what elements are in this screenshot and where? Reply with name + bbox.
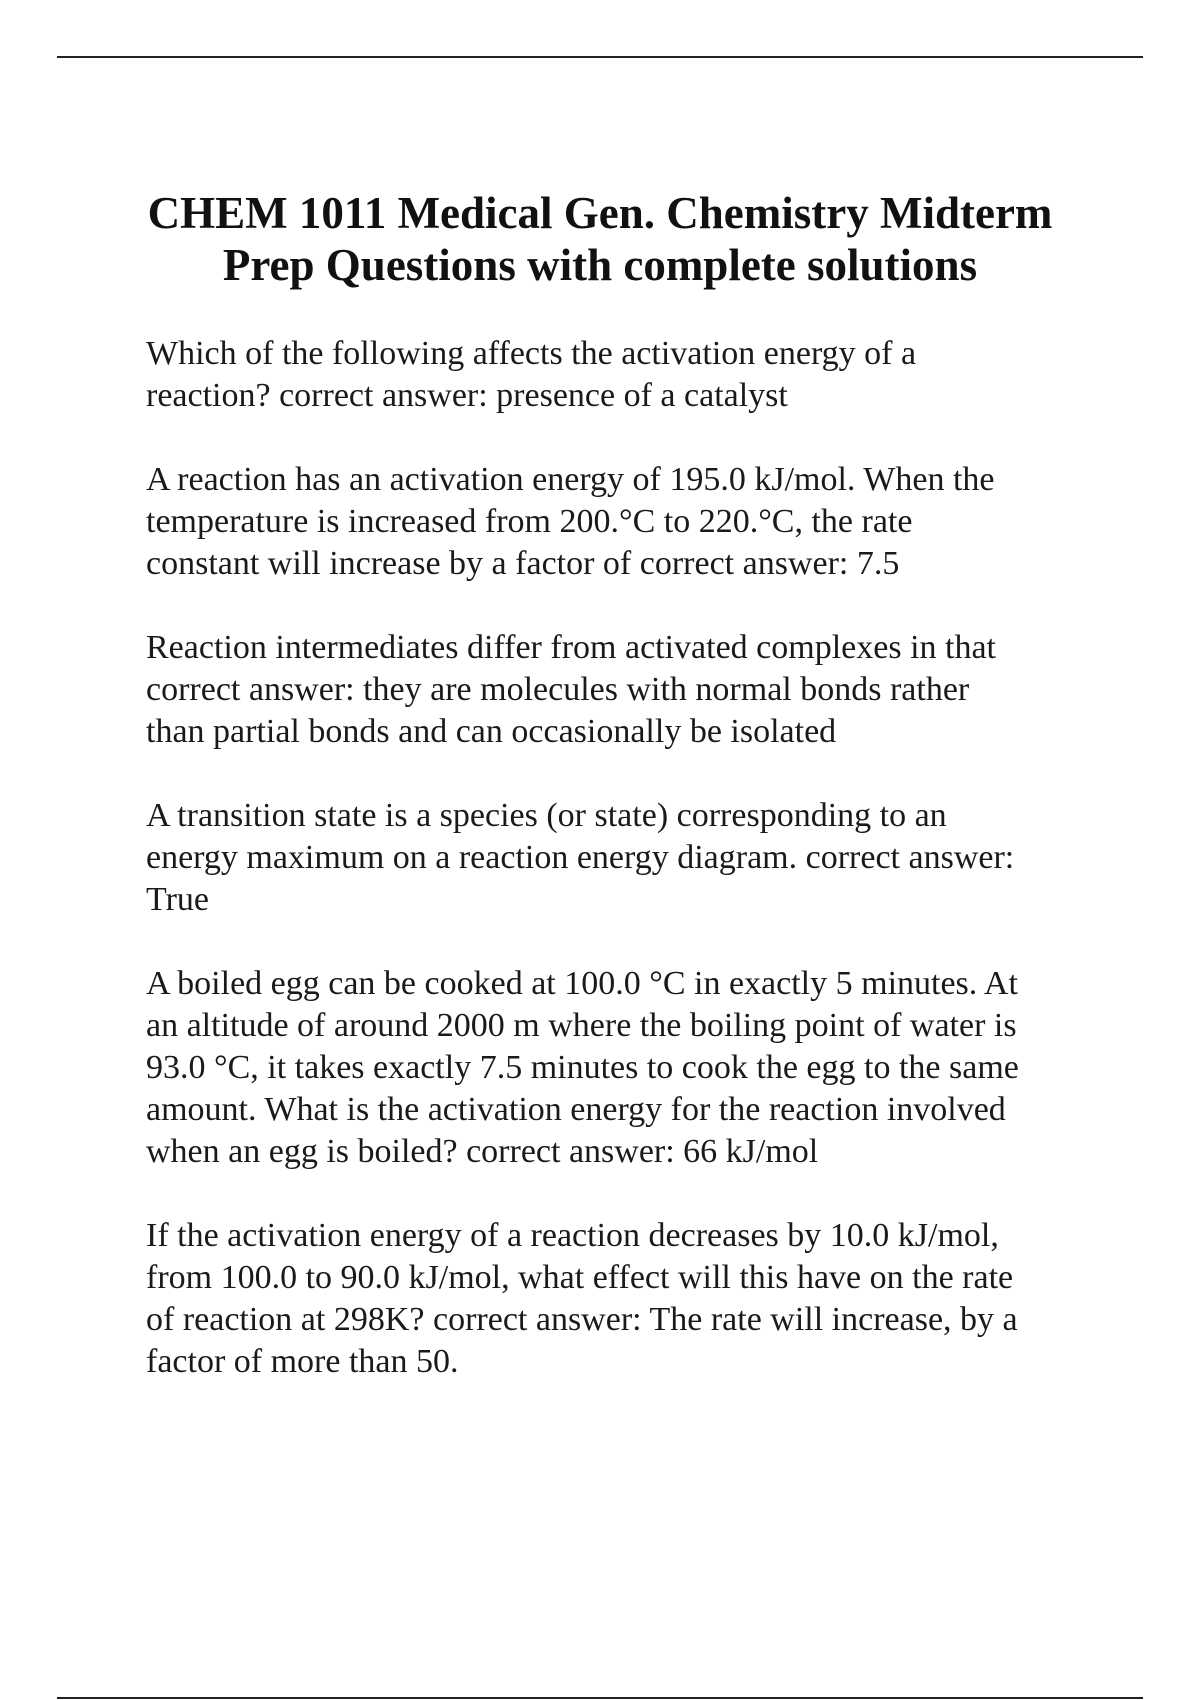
- title-line: CHEM 1011 Medical Gen. Chemistry Midterm: [147, 188, 1053, 238]
- bottom-divider: [57, 1697, 1143, 1699]
- question-line: Which of the following affects the activation energy of a: [146, 335, 917, 372]
- question-list: [146, 333, 1106, 1425]
- document-title: [100, 187, 1100, 291]
- question-line: A transition state is a species (or state) corresponding to an: [146, 797, 947, 834]
- question-line: constant will increase by a factor of correct answer: 7.5: [146, 545, 900, 582]
- question-line: an altitude of around 2000 m where the boiling point of water is: [146, 1007, 1017, 1044]
- question-line: A reaction has an activation energy of 195.0 kJ/mol. When the: [146, 461, 995, 498]
- question-entry: [146, 1215, 1106, 1383]
- question-entry: [146, 795, 1106, 921]
- question-entry: [146, 333, 1106, 417]
- question-line: factor of more than 50.: [146, 1343, 459, 1380]
- question-line: A boiled egg can be cooked at 100.0 °C in exactly 5 minutes. At: [146, 965, 1018, 1002]
- question-line: True: [146, 881, 209, 918]
- question-entry: [146, 459, 1106, 585]
- question-line: 93.0 °C, it takes exactly 7.5 minutes to cook the egg to the same: [146, 1049, 1019, 1086]
- question-line: amount. What is the activation energy for the reaction involved: [146, 1091, 1006, 1128]
- question-line: If the activation energy of a reaction decreases by 10.0 kJ/mol,: [146, 1217, 999, 1254]
- top-divider: [57, 56, 1143, 58]
- question-line: correct answer: they are molecules with normal bonds rather: [146, 671, 970, 708]
- question-entry: [146, 627, 1106, 753]
- question-line: than partial bonds and can occasionally be isolated: [146, 713, 837, 750]
- question-line: when an egg is boiled? correct answer: 66 kJ/mol: [146, 1133, 819, 1170]
- question-entry: [146, 963, 1106, 1173]
- question-line: temperature is increased from 200.°C to 220.°C, the rate: [146, 503, 913, 540]
- question-line: energy maximum on a reaction energy diagram. correct answer:: [146, 839, 1015, 876]
- title-line: Prep Questions with complete solutions: [222, 240, 978, 290]
- question-line: Reaction intermediates differ from activated complexes in that: [146, 629, 996, 666]
- question-line: from 100.0 to 90.0 kJ/mol, what effect will this have on the rate: [146, 1259, 1014, 1296]
- question-line: of reaction at 298K? correct answer: The rate will increase, by a: [146, 1301, 1018, 1338]
- question-line: reaction? correct answer: presence of a catalyst: [146, 377, 788, 414]
